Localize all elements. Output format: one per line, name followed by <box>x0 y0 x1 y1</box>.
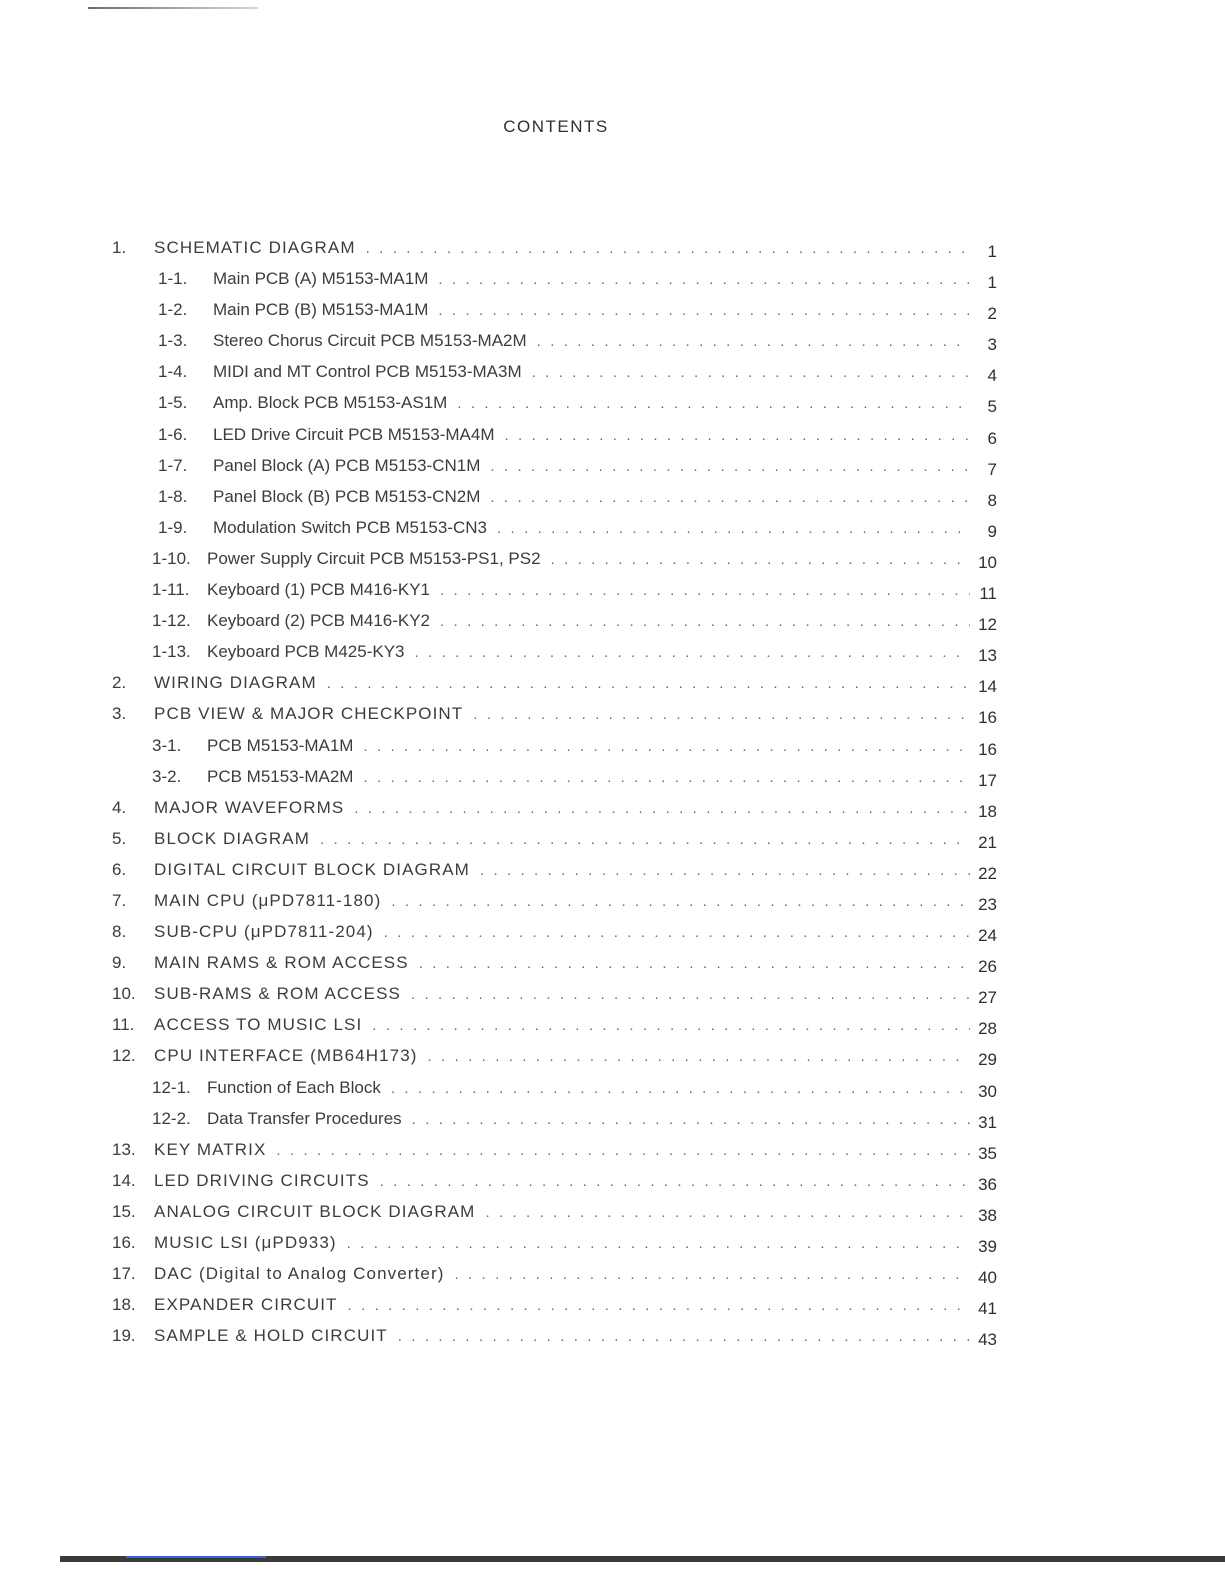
toc-entry-title: MIDI and MT Control PCB M5153-MA3M <box>213 362 522 382</box>
toc-entry[interactable] <box>0 1134 1225 1165</box>
toc-entry-text <box>207 1103 970 1135</box>
toc-entry-number: 1-4. <box>158 362 188 382</box>
toc-entry[interactable] <box>0 947 1225 978</box>
toc-entry-text <box>207 1072 970 1104</box>
toc-entry-text <box>154 792 970 824</box>
toc-entry-text <box>213 512 970 544</box>
toc-dot-leader <box>354 793 970 824</box>
toc-entry[interactable] <box>0 698 1225 729</box>
toc-entry-title: Keyboard (2) PCB M416-KY2 <box>207 611 430 631</box>
toc-entry-number: 1-6. <box>158 424 188 444</box>
toc-entry-number: 8. <box>112 922 127 942</box>
toc-entry[interactable] <box>0 854 1225 885</box>
toc-entry[interactable] <box>0 543 1225 574</box>
toc-entry[interactable] <box>0 387 1225 418</box>
toc-dot-leader <box>505 420 970 451</box>
toc-entry[interactable] <box>0 1289 1225 1320</box>
toc-entry-page: 36 <box>978 1174 997 1194</box>
toc-entry-page: 3 <box>987 335 997 355</box>
toc-dot-leader <box>391 886 970 917</box>
toc-entry-title: MAIN RAMS & ROM ACCESS <box>154 953 409 973</box>
toc-entry-page: 17 <box>978 770 997 790</box>
toc-entry-text <box>154 1289 970 1321</box>
toc-entry-title: SCHEMATIC DIAGRAM <box>154 238 356 257</box>
toc-entry-page: 1 <box>987 273 997 293</box>
table-of-contents <box>0 232 1225 1351</box>
toc-entry-page: 29 <box>978 1050 997 1070</box>
toc-entry-text <box>154 885 970 917</box>
toc-dot-leader <box>320 824 970 855</box>
toc-entry-number: 4. <box>112 797 127 817</box>
toc-entry-text <box>154 1320 970 1352</box>
toc-dot-leader <box>363 762 970 793</box>
toc-entry-number: 1-3. <box>158 331 188 351</box>
toc-entry-title: LED DRIVING CIRCUITS <box>154 1170 370 1190</box>
toc-entry-text <box>154 823 970 855</box>
toc-entry-title: Data Transfer Procedures <box>207 1108 402 1128</box>
toc-dot-leader <box>551 544 970 575</box>
toc-entry-text <box>154 1009 970 1041</box>
toc-entry-page: 30 <box>978 1081 997 1101</box>
toc-dot-leader <box>440 606 970 637</box>
toc-entry-title: DIGITAL CIRCUIT BLOCK DIAGRAM <box>154 859 470 879</box>
toc-entry-page: 22 <box>978 863 997 883</box>
toc-entry-number: 17. <box>112 1264 136 1284</box>
toc-entry-title: DAC (Digital to Analog Converter) <box>154 1264 445 1284</box>
toc-entry-page: 7 <box>987 459 997 479</box>
toc-dot-leader <box>532 357 970 388</box>
toc-entry[interactable] <box>0 1040 1225 1071</box>
toc-entry-title: Modulation Switch PCB M5153-CN3 <box>213 517 488 537</box>
toc-entry-title: MAIN CPU (μPD7811-180) <box>154 890 382 910</box>
toc-entry-number: 1. <box>112 238 127 257</box>
toc-entry-page: 5 <box>987 397 997 417</box>
toc-entry-title: CPU INTERFACE (MB64H173) <box>154 1046 418 1066</box>
toc-entry-page: 14 <box>978 677 997 697</box>
toc-entry-page: 9 <box>987 521 997 541</box>
toc-entry-text <box>213 387 970 419</box>
toc-entry-title: Panel Block (A) PCB M5153-CN1M <box>213 455 481 475</box>
toc-entry[interactable] <box>0 636 1225 667</box>
toc-entry[interactable] <box>0 978 1225 1009</box>
toc-entry[interactable] <box>0 574 1225 605</box>
toc-dot-leader <box>480 855 970 886</box>
toc-entry-text <box>207 730 970 762</box>
toc-entry-number: 12-1. <box>152 1077 191 1097</box>
toc-entry-text <box>213 263 970 295</box>
toc-entry-page: 12 <box>978 615 997 635</box>
toc-entry-number: 1-10. <box>152 548 191 568</box>
toc-dot-leader <box>415 637 971 668</box>
toc-entry[interactable] <box>0 1227 1225 1258</box>
toc-entry[interactable] <box>0 263 1225 294</box>
toc-entry-text <box>154 1196 970 1228</box>
toc-dot-leader <box>380 1166 970 1197</box>
toc-dot-leader <box>473 699 970 730</box>
toc-entry-text <box>154 978 970 1010</box>
toc-entry-number: 1-12. <box>152 611 191 631</box>
toc-entry-page: 31 <box>978 1112 997 1132</box>
toc-entry[interactable] <box>0 232 1225 263</box>
toc-dot-leader <box>347 1228 970 1259</box>
toc-entry[interactable] <box>0 916 1225 947</box>
toc-entry-title: MUSIC LSI (μPD933) <box>154 1233 337 1252</box>
toc-entry-title: Main PCB (A) M5153-MA1M <box>213 269 429 289</box>
toc-entry-number: 1-11. <box>152 580 190 600</box>
toc-entry-title: WIRING DIAGRAM <box>154 673 317 693</box>
toc-entry-number: 1-1. <box>158 269 188 289</box>
toc-entry-number: 2. <box>112 673 127 693</box>
toc-entry[interactable] <box>0 356 1225 387</box>
toc-entry-title: ANALOG CIRCUIT BLOCK DIAGRAM <box>154 1201 476 1221</box>
toc-dot-leader <box>384 917 970 948</box>
toc-entry-title: KEY MATRIX <box>154 1139 267 1159</box>
toc-entry-number: 13. <box>112 1139 136 1159</box>
toc-entry[interactable] <box>0 1196 1225 1227</box>
toc-entry-number: 3-1. <box>152 735 182 755</box>
toc-entry-title: Amp. Block PCB M5153-AS1M <box>213 393 448 413</box>
toc-dot-leader <box>391 1073 970 1104</box>
toc-entry-title: Main PCB (B) M5153-MA1M <box>213 300 429 320</box>
toc-entry-number: 12. <box>112 1046 136 1066</box>
toc-entry[interactable] <box>0 792 1225 823</box>
toc-entry-number: 19. <box>112 1326 136 1346</box>
toc-entry-text <box>207 574 970 606</box>
toc-entry-title: BLOCK DIAGRAM <box>154 828 310 848</box>
toc-entry-page: 13 <box>978 646 997 666</box>
toc-dot-leader <box>366 233 970 264</box>
toc-entry-page: 41 <box>978 1299 997 1319</box>
toc-entry-page: 4 <box>987 366 997 386</box>
toc-entry-page: 16 <box>978 708 997 728</box>
toc-entry-number: 3-2. <box>152 766 182 786</box>
toc-dot-leader <box>497 513 970 544</box>
toc-entry[interactable] <box>0 667 1225 698</box>
toc-dot-leader <box>276 1135 970 1166</box>
toc-entry-number: 9. <box>112 953 127 973</box>
toc-entry-title: ACCESS TO MUSIC LSI <box>154 1015 363 1035</box>
toc-entry[interactable] <box>0 450 1225 481</box>
toc-entry-page: 35 <box>978 1143 997 1163</box>
toc-entry-text <box>154 1258 970 1290</box>
toc-entry[interactable] <box>0 605 1225 636</box>
toc-entry[interactable] <box>0 885 1225 916</box>
toc-entry[interactable] <box>0 294 1225 325</box>
toc-entry-number: 6. <box>112 859 127 879</box>
toc-entry-text <box>213 419 970 451</box>
toc-entry-text <box>154 1227 970 1259</box>
page-title: CONTENTS <box>503 117 609 136</box>
toc-entry-text <box>207 761 970 793</box>
toc-dot-leader <box>440 575 970 606</box>
toc-entry-page: 21 <box>978 832 997 852</box>
toc-entry-page: 40 <box>978 1268 997 1288</box>
toc-entry-title: Keyboard (1) PCB M416-KY1 <box>207 580 430 600</box>
toc-entry-page: 11 <box>979 584 997 604</box>
toc-dot-leader <box>454 1259 970 1290</box>
toc-dot-leader <box>457 388 970 419</box>
toc-entry-number: 15. <box>112 1201 136 1221</box>
toc-entry-number: 18. <box>112 1295 136 1315</box>
toc-dot-leader <box>372 1010 970 1041</box>
toc-entry-page: 2 <box>987 304 997 324</box>
toc-entry[interactable] <box>0 1072 1225 1103</box>
toc-entry-text <box>207 636 970 668</box>
toc-entry-text <box>154 1040 970 1072</box>
toc-entry-page: 6 <box>987 428 997 448</box>
toc-dot-leader <box>411 979 970 1010</box>
toc-entry-text <box>213 325 970 357</box>
toc-entry-text <box>213 450 970 482</box>
toc-entry-text <box>154 947 970 979</box>
toc-entry-number: 1-2. <box>158 300 188 320</box>
toc-entry-title: Panel Block (B) PCB M5153-CN2M <box>213 486 481 506</box>
toc-entry-page: 8 <box>987 490 997 510</box>
toc-entry[interactable] <box>0 1320 1225 1351</box>
toc-entry[interactable] <box>0 823 1225 854</box>
toc-entry[interactable] <box>0 761 1225 792</box>
toc-entry[interactable] <box>0 1258 1225 1289</box>
toc-entry-number: 7. <box>112 890 127 910</box>
toc-entry-title: EXPANDER CIRCUIT <box>154 1295 338 1315</box>
toc-dot-leader <box>438 295 970 326</box>
toc-entry-text <box>154 667 970 699</box>
toc-dot-leader <box>490 451 970 482</box>
toc-entry-text <box>154 1165 970 1197</box>
toc-dot-leader <box>363 731 970 762</box>
toc-entry-page: 43 <box>978 1330 997 1350</box>
toc-dot-leader <box>419 948 970 979</box>
toc-entry-title: Keyboard PCB M425-KY3 <box>207 642 405 662</box>
toc-entry-page: 10 <box>978 552 997 572</box>
toc-entry-text <box>154 232 970 264</box>
toc-entry-page: 26 <box>978 957 997 977</box>
toc-entry-text <box>213 481 970 513</box>
toc-entry-page: 23 <box>978 894 997 914</box>
toc-entry-title: SUB-RAMS & ROM ACCESS <box>154 984 401 1004</box>
toc-entry-page: 16 <box>978 739 997 759</box>
toc-entry-title: PCB M5153-MA1M <box>207 735 354 755</box>
toc-dot-leader <box>438 264 970 295</box>
toc-entry-title: PCB M5153-MA2M <box>207 766 354 786</box>
toc-dot-leader <box>537 326 970 357</box>
toc-entry[interactable] <box>0 1103 1225 1134</box>
toc-entry-text <box>154 916 970 948</box>
toc-dot-leader <box>348 1290 970 1321</box>
toc-entry-text <box>154 854 970 886</box>
toc-entry-text <box>154 698 970 730</box>
toc-entry-page: 18 <box>978 801 997 821</box>
toc-entry-page: 39 <box>978 1237 997 1256</box>
toc-entry-number: 3. <box>112 704 127 724</box>
toc-entry-number: 16. <box>112 1233 136 1252</box>
toc-entry-number: 12-2. <box>152 1108 191 1128</box>
toc-entry-number: 1-7. <box>158 455 188 475</box>
toc-entry-number: 1-13. <box>152 642 191 662</box>
scan-edge-top <box>88 7 258 9</box>
toc-entry[interactable] <box>0 325 1225 356</box>
toc-entry-page: 24 <box>978 926 997 946</box>
toc-entry-title: Function of Each Block <box>207 1077 381 1097</box>
toc-entry-title: Power Supply Circuit PCB M5153-PS1, PS2 <box>207 548 541 568</box>
toc-entry-page: 27 <box>978 988 997 1008</box>
toc-entry-title: SUB-CPU (μPD7811-204) <box>154 922 374 942</box>
toc-entry-number: 11. <box>112 1015 135 1035</box>
toc-dot-leader <box>428 1041 970 1072</box>
toc-entry-page: 38 <box>978 1205 997 1225</box>
toc-entry-title: MAJOR WAVEFORMS <box>154 797 345 817</box>
toc-entry-text <box>207 543 970 575</box>
toc-entry[interactable] <box>0 419 1225 450</box>
toc-entry[interactable] <box>0 1165 1225 1196</box>
toc-entry-text <box>213 294 970 326</box>
toc-entry-number: 10. <box>112 984 136 1004</box>
toc-entry-number: 5. <box>112 828 127 848</box>
toc-entry-page: 28 <box>978 1019 997 1039</box>
toc-dot-leader <box>412 1104 970 1135</box>
toc-entry-number: 1-9. <box>158 517 188 537</box>
toc-entry-number: 14. <box>112 1170 136 1190</box>
toc-entry-text <box>213 356 970 388</box>
toc-entry-number: 1-8. <box>158 486 188 506</box>
toc-entry[interactable] <box>0 481 1225 512</box>
toc-entry-title: SAMPLE & HOLD CIRCUIT <box>154 1326 388 1346</box>
toc-entry-text <box>154 1134 970 1166</box>
toc-entry-title: PCB VIEW & MAJOR CHECKPOINT <box>154 704 464 724</box>
toc-entry-page: 1 <box>987 242 997 261</box>
toc-entry[interactable] <box>0 1009 1225 1040</box>
toc-entry[interactable] <box>0 512 1225 543</box>
toc-entry-number: 1-5. <box>158 393 188 413</box>
scan-edge-bottom-accent <box>126 1556 266 1558</box>
toc-dot-leader <box>485 1197 970 1228</box>
toc-entry-text <box>207 605 970 637</box>
toc-dot-leader <box>327 668 970 699</box>
toc-dot-leader <box>398 1321 970 1352</box>
toc-entry-title: Stereo Chorus Circuit PCB M5153-MA2M <box>213 331 527 351</box>
toc-dot-leader <box>490 482 970 513</box>
toc-entry-title: LED Drive Circuit PCB M5153-MA4M <box>213 424 495 444</box>
toc-entry[interactable] <box>0 730 1225 761</box>
